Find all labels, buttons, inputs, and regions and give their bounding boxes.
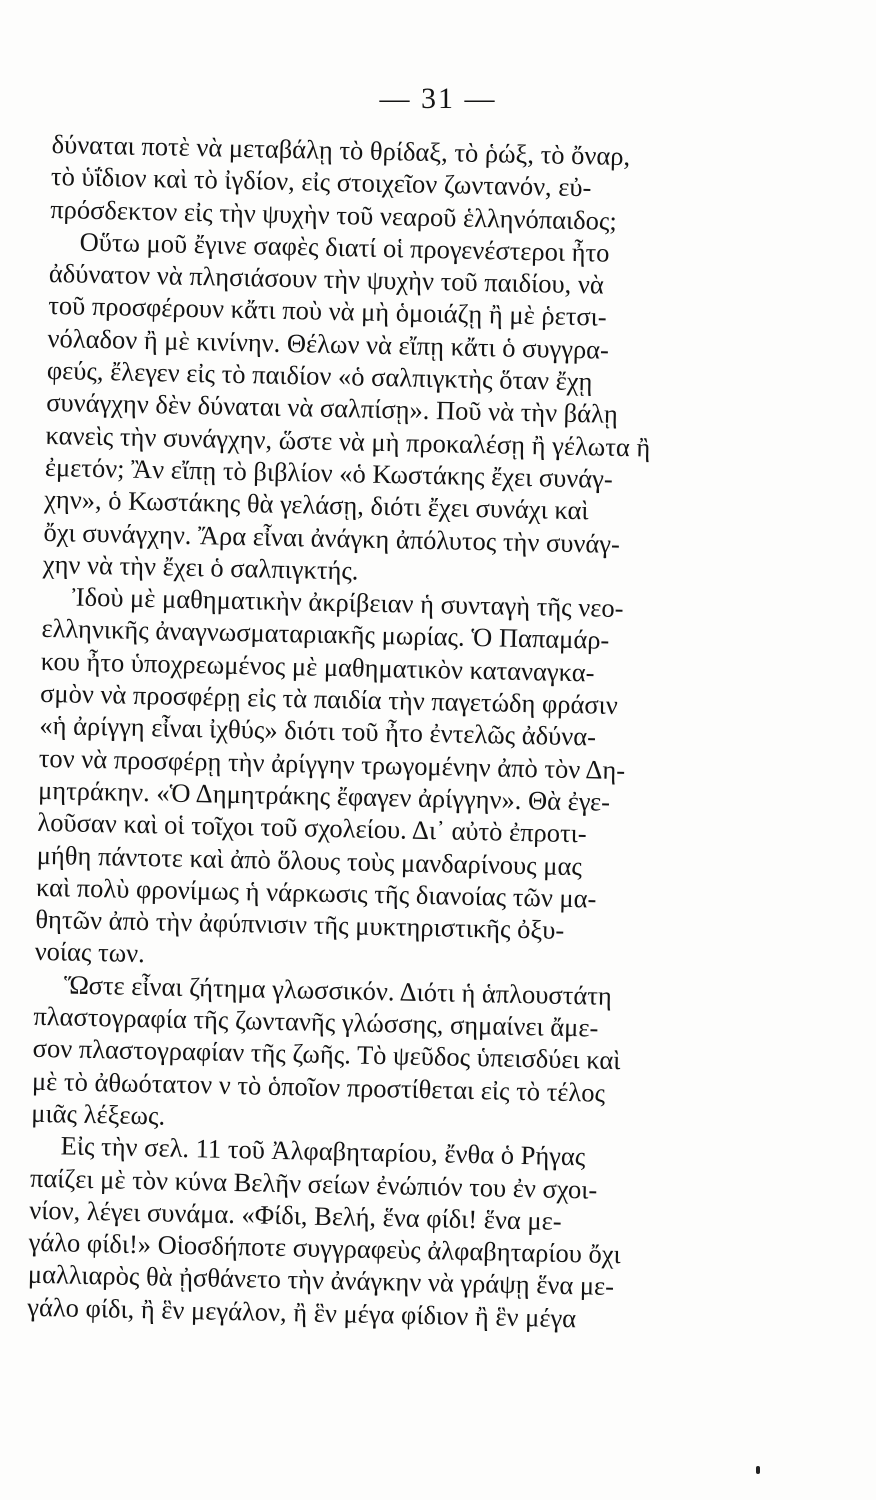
text-line: ελληνικῆς ἀναγνωσματαριακῆς μωρίας. Ὁ Παπαμάρ- <box>41 613 610 656</box>
text-line: λοῦσαν καὶ οἱ τοῖχοι τοῦ σχολείου. Δι᾽ αὐτὸ ἐπροτι- <box>37 807 587 849</box>
text-line: ἀδύνατον νὰ πλησιάσουν τὴν ψυχὴν τοῦ παιδίου, νὰ <box>48 258 605 300</box>
text-line: συνάγχην δὲν δύναται νὰ σαλπίσῃ». Ποῦ νὰ τὴν βάλῃ <box>45 387 619 430</box>
text-line: μητράκην. «Ὁ Δημητράκης ἔφαγεν ἀρίγγην». Θὰ ἐγε- <box>37 774 611 817</box>
text-line: νόλαδον ἢ μὲ κινίνην. Θέλων νὰ εἴπῃ κἄτι ὁ συγγρα- <box>47 322 610 365</box>
body-text <box>27 128 772 1338</box>
ink-speck <box>756 1466 760 1474</box>
text-line: «ἡ ἀρίγγη εἶναι ἰχθύς» διότι τοῦ ἦτο ἐντελῶς ἀδύνα- <box>39 710 597 752</box>
text-line: ὄχι συνάγχην. Ἄρα εἶναι ἀνάγκη ἀπόλυτος τὴν συνάγ- <box>43 516 621 559</box>
text-line: χην νὰ τὴν ἔχει ὁ σαλπιγκτής. <box>42 548 359 586</box>
text-line: θητῶν ἀπὸ τὴν ἀφύπνισιν τῆς μυκτηριστικῆς ὀξυ- <box>35 903 565 946</box>
text-line: γάλο φίδι!» Οἱοσδήποτε συγγραφεὺς ἀλφαβηταρίου ὄχι <box>28 1226 621 1270</box>
text-line: κανεὶς τὴν συνάγχην, ὥστε νὰ μὴ προκαλέσῃ ἢ γέλωτα ἢ <box>45 419 651 463</box>
text-line: παίζει μὲ τὸν κύνα Βελῆν σείων ἐνώπιόν του ἐν σχοι- <box>29 1162 598 1205</box>
paragraph-start-line: Εἰς τὴν σελ. 11 τοῦ Ἀλφαβηταρίου, ἔνθα ὁ Ρήγας <box>60 1130 586 1172</box>
text-line: νίον, λέγει συνάμα. «Φίδι, Βελή, ἕνα φίδι! ἕνα με- <box>29 1194 562 1236</box>
text-line: ἐμετόν; Ἂν εἴπῃ τὸ βιβλίον «ὁ Κωστάκης ἔχει συνάγ- <box>44 451 614 494</box>
text-line: μιᾶς λέξεως. <box>31 1097 166 1131</box>
text-line: μήθη πάντοτε καὶ ἀπὸ ὅλους τοὺς μανδαρίνους μας <box>36 839 583 881</box>
text-line: δύναται ποτὲ νὰ μεταβάλῃ τὸ θρίδαξ, τὸ ῥώξ, τὸ ὄναρ, <box>51 128 631 172</box>
text-line: τὸ ὑΐδιον καὶ τὸ ἰγδίον, εἰς στοιχεῖον ζωντανόν, εὐ- <box>50 161 592 203</box>
page-number: — 31 — <box>379 82 497 115</box>
paragraph-start-line: Οὕτω μοῦ ἔγινε σαφὲς διατί οἱ προγενέστεροι ἦτο <box>79 226 610 268</box>
text-line: τοῦ προσφέρουν κἄτι ποὺ νὰ μὴ ὁμοιάζῃ ἢ μὲ ῥετσι- <box>47 290 607 333</box>
text-line: γάλο φίδι, ἢ ἓν μεγάλον, ἢ ἓν μέγα φίδιον ἢ ἓν μέγα <box>27 1291 577 1333</box>
text-line: μαλλιαρὸς θὰ ᾐσθάνετο τὴν ἀνάγκην νὰ γράψῃ ἕνα με- <box>27 1259 615 1302</box>
paragraph-start-line: Ἰδοὺ μὲ μαθηματικὴν ἀκρίβειαν ἡ συνταγὴ τῆς νεο- <box>71 581 624 624</box>
text-line: κου ἦτο ὑποχρεωμένος μὲ μαθηματικὸν καταναγκα- <box>40 645 595 688</box>
text-line: σμὸν νὰ προσφέρῃ εἰς τὰ παιδία τὴν παγετώδη φράσιν <box>39 677 619 721</box>
text-line: μὲ τὸ ἀθωότατον ν τὸ ὁποῖον προστίθεται εἰς τὸ τέλος <box>31 1065 606 1108</box>
text-line: καὶ πολὺ φρονίμως ἡ νάρκωσις τῆς διανοίας τῶν μα- <box>35 871 597 914</box>
text-line: τον νὰ προσφέρῃ τὴν ἀρίγγην τρωγομένην ἀπὸ τὸν Δη- <box>38 742 626 785</box>
text-line: σον πλαστογραφίαν τῆς ζωῆς. Τὸ ψεῦδος ὑπεισδύει καὶ <box>32 1033 621 1076</box>
text-line: φεύς, ἔλεγεν εἰς τὸ παιδίον «ὁ σαλπιγκτὴς ὅταν ἔχῃ <box>46 355 593 397</box>
text-line: νοίας των. <box>34 936 146 969</box>
text-line: πρόσδεκτον εἰς τὴν ψυχὴν τοῦ νεαροῦ ἑλληνόπαιδος; <box>49 193 618 236</box>
text-line: πλαστογραφία τῆς ζωντανῆς γλώσσης, σημαίνει ἄμε- <box>33 1000 599 1043</box>
paragraph-start-line: Ὥστε εἶναι ζήτημα γλωσσικόν. Διότι ἡ ἁπλουστάτη <box>63 969 613 1011</box>
text-line: χην», ὁ Κωστάκης θὰ γελάσῃ, διότι ἔχει συνάχι καὶ <box>43 484 589 526</box>
